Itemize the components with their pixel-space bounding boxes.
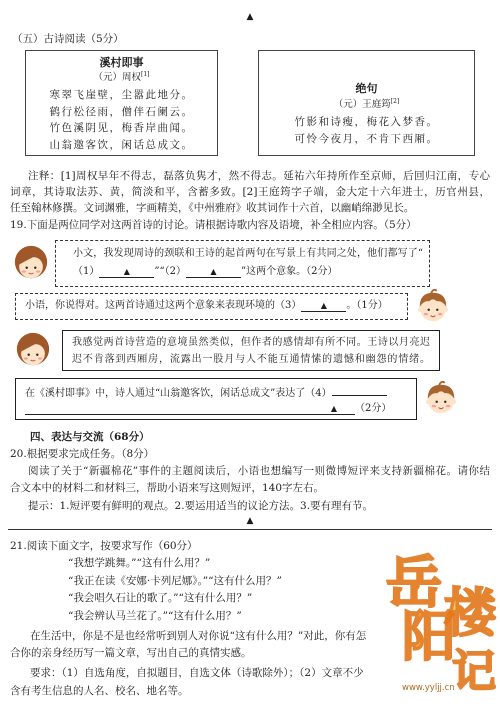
speech-bubble-feeling [62, 330, 440, 371]
answer-blank-4-start [332, 384, 387, 396]
question-21-requirements: 要求：（1）自选角度，自拟题目，自选文体（诗歌除外）；（2）文章不少 [30, 667, 364, 679]
poem-title: 溪村即事 [99, 56, 144, 69]
poem-author [26, 71, 217, 85]
bubble-text: 小文，我发现周诗的颈联和王诗的起首两句在写景上有共同之处，他们都写了“ [73, 248, 423, 259]
answer-marker: ▲ [246, 516, 254, 526]
poem-line: 寒翠飞崖壁，尘嚣此地分。 [49, 89, 194, 101]
bubble-text: 在《溪村即事》中，诗人通过“山翁邀客饮，闲话总成文”表达了（4） [25, 388, 332, 399]
poem-box-xicun [25, 50, 218, 156]
question-19-prompt: 19.下面是两位同学对这两首诗的讨论。请根据诗歌内容及语境，补全相应内容。（5分） [10, 219, 417, 231]
boy-avatar [414, 287, 452, 325]
poem-author [259, 98, 474, 112]
speech-bubble-xiaoyu [15, 293, 408, 320]
speech-bubble-xicun [15, 378, 417, 420]
question-20-text: 阅读了关于“新疆棉花”事件的主题阅读后，小语也想编写一则微博短评来支持新疆棉花。请你结 [28, 465, 490, 477]
girl-avatar [12, 244, 50, 282]
bubble-text: 迟不肯落到西厢房，流露出一股月与人不能互通情愫的遗憾和幽怨的情绪。 [72, 354, 430, 365]
dialogue-quote: “我想学跳舞。”“这有什么用？” [68, 557, 211, 569]
poem-line: 鹤行松径雨，僧伴石阑云。 [49, 106, 194, 118]
dialogue-quote: “我会唱久石让的歌了。”“这有什么用？” [68, 592, 253, 604]
answer-blank-3: ▲ [301, 300, 346, 312]
notes-line: 词章，其诗取法苏、黄，简淡和平，含蓄多致。[2]王庭筠字子端，金大定十六年进士，历官州县， [10, 186, 490, 198]
section-heading: 四、表达与交流（68分） [30, 431, 150, 443]
poem-line: 竹影和诗瘦，梅花入梦香。 [294, 116, 439, 128]
watermark-char: 岳 [386, 551, 442, 616]
question-21-requirements: 含有考生信息的人名、校名、地名等。 [10, 685, 189, 697]
poem-line: 可怜今夜月，不肯下西厢。 [294, 133, 439, 145]
watermark-char: 楼 [444, 584, 497, 644]
question-21-prompt: 21.阅读下面文字，按要求写作（60分） [10, 540, 198, 552]
question-20-prompt: 20.根据要求完成任务。（8分） [10, 448, 155, 460]
watermark-char: 记 [452, 646, 496, 697]
note-ref: [2] [390, 97, 400, 105]
blank-label: （1） [73, 266, 100, 277]
poem-author-name: （元）王庭筠 [333, 99, 391, 110]
bubble-text-with-blanks [73, 265, 337, 279]
note-ref: [1] [141, 70, 150, 78]
poem-line: 竹色溪阴见，梅香岸曲闻。 [49, 122, 194, 134]
bubble-text: （2分） [355, 403, 392, 414]
blank-label: ”“（2） [154, 266, 186, 277]
question-20-hint: 提示：1.短评要有鲜明的观点。2.要运用适当的议论方法。3.要有理有节。 [28, 500, 374, 512]
boy-avatar [422, 379, 460, 417]
bubble-text-with-blanks [25, 299, 388, 313]
question-20-text: 合文本中的材料二和材料三，帮助小语来写这则短评，140字左右。 [10, 482, 325, 494]
notes-line: 注释：[1]周权早年不得志，磊落负隽才，然不得志。延祐六年持所作至京师，后回归江南，专心 [28, 170, 490, 182]
dialogue-quote: “我正在读《安娜·卡列尼娜》。”“这有什么用？” [68, 575, 282, 587]
answer-blank-2: ▲ [186, 266, 241, 278]
answer-blank-4: ▲ [25, 403, 355, 415]
speech-bubble-xiaowen [55, 240, 430, 287]
bubble-text: ”这两个意象。（2分） [240, 266, 338, 277]
question-21-text: 在生活中，你是不是也经常听到别人对你说“这有什么用？”对此，你有怎 [30, 630, 367, 642]
dialogue-quote: “我会辨认马兰花了。”“这有什么用？” [68, 610, 242, 622]
bubble-text: 。（1分） [346, 300, 388, 311]
notes-line: 任至翰林修撰。文词渊雅，字画精美，《中州雅府》收其词作十六首，以幽峭绵渺见长。 [10, 202, 415, 214]
answer-marker: ▲ [246, 12, 254, 22]
poem-author-name: （元）周权 [93, 72, 141, 83]
watermark-char: 阳 [402, 605, 456, 668]
question-21-text: 合你的亲身经历写一篇文章，写出自己的真情实感。 [10, 647, 252, 659]
section-heading: （五）古诗阅读（5分） [12, 33, 124, 45]
poem-title: 绝句 [355, 82, 378, 95]
poem-line: 山翁邀客饮，闲话总成文。 [49, 139, 194, 151]
answer-line [8, 529, 492, 530]
answer-blank-1: ▲ [99, 266, 154, 278]
bubble-text-with-blanks [25, 384, 387, 398]
girl-avatar [14, 331, 52, 369]
bubble-text: 我感觉两首诗营造的意境虽然类似，但作者的感情却有所不同。王诗以月亮迟 [72, 337, 430, 348]
bubble-text-with-blanks [25, 402, 391, 416]
watermark-url: www.yyljj.cn [402, 683, 455, 693]
bubble-text: 小语，你说得对。这两首诗通过这两个意象来表现环境的（3） [25, 300, 302, 311]
poem-box-jueju [258, 50, 475, 156]
